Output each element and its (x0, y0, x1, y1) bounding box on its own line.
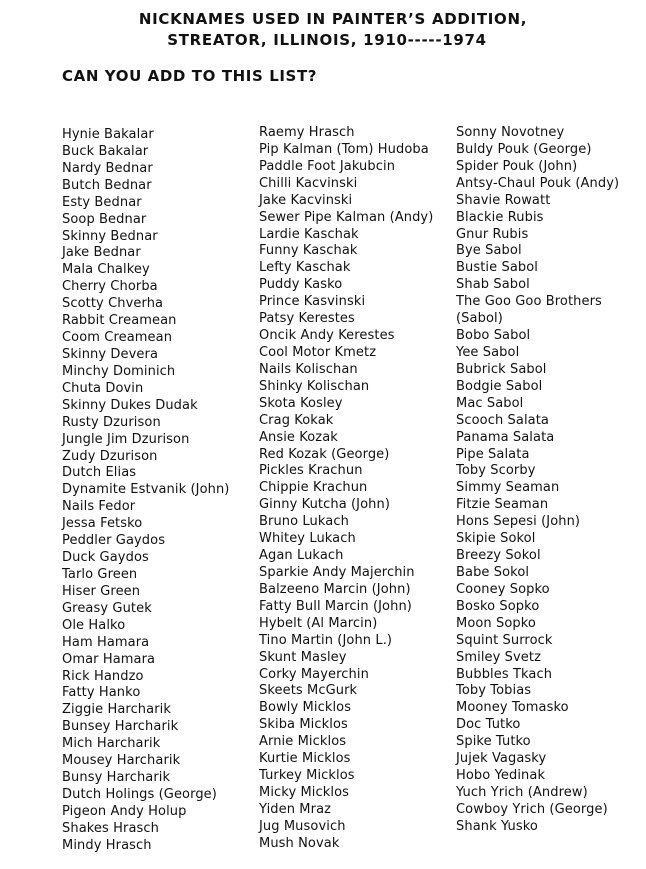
nickname-entry: Tarlo Green (62, 566, 138, 582)
nickname-entry: Hobo Yedinak (456, 768, 546, 784)
nickname-entry: Peddler Gaydos (62, 533, 166, 549)
nickname-entry: Skota Kosley (259, 395, 343, 411)
nickname-entry: Bunsey Harcharik (62, 719, 179, 735)
nickname-entry: Moon Sopko (456, 615, 536, 631)
nickname-entry: Fitzie Seaman (456, 497, 549, 513)
nickname-entry: Chippie Krachun (259, 480, 368, 496)
nickname-entry: Dynamite Estvanik (John) (62, 482, 230, 498)
page-subtitle: CAN YOU ADD TO THIS LIST? (62, 67, 318, 85)
nickname-entry: Skeets McGurk (259, 683, 358, 699)
nickname-entry: Patsy Kerestes (259, 311, 355, 327)
nickname-column-1 (62, 127, 229, 855)
nickname-entry: Nails Kolischan (259, 361, 358, 377)
nickname-entry: Coom Creamean (62, 330, 173, 346)
nickname-entry: Mac Sabol (456, 395, 524, 411)
nickname-entry: Bowly Micklos (259, 700, 352, 716)
nickname-entry: Minchy Dominich (62, 363, 176, 379)
nickname-entry: Scooch Salata (456, 412, 549, 428)
nickname-entry: Shakes Hrasch (62, 820, 159, 836)
nickname-entry: Ansie Kozak (259, 429, 338, 445)
nickname-entry: Skiba Micklos (259, 717, 348, 733)
nickname-entry: Butch Bednar (62, 177, 152, 193)
nickname-entry: Skunt Masley (259, 649, 347, 665)
nickname-entry: Spider Pouk (John) (456, 158, 578, 174)
nickname-entry: Yiden Mraz (259, 801, 332, 817)
nickname-entry: Bobo Sabol (456, 328, 531, 344)
nickname-entry: Bubbles Tkach (456, 666, 553, 682)
nickname-entry: Dutch Holings (George) (62, 786, 217, 802)
nickname-entry: Oncik Andy Kerestes (259, 328, 395, 344)
nickname-entry: Scotty Chverha (62, 296, 164, 312)
nickname-entry: Yuch Yrich (Andrew) (456, 784, 588, 800)
nickname-entry: Mousey Harcharik (62, 753, 181, 769)
nickname-entry: Mindy Hrasch (62, 837, 152, 853)
nickname-entry: Chilli Kacvinski (259, 175, 358, 191)
nickname-entry: Jug Musovich (259, 818, 346, 834)
nickname-entry: Skinny Bednar (62, 228, 158, 244)
nickname-entry: Simmy Seaman (456, 480, 560, 496)
nickname-entry: Cowboy Yrich (George) (456, 801, 608, 817)
nickname-entry: Breezy Sokol (456, 548, 541, 564)
nickname-entry: Ziggie Harcharik (62, 702, 172, 718)
nickname-entry: Bodgie Sabol (456, 378, 543, 394)
nickname-entry: Sewer Pipe Kalman (Andy) (259, 209, 434, 225)
nickname-entry: Cool Motor Kmetz (259, 344, 377, 360)
nickname-entry: Paddle Foot Jakubcin (259, 158, 396, 174)
nickname-entry: Ginny Kutcha (John) (259, 497, 390, 513)
nickname-entry: Fatty Hanko (62, 685, 141, 701)
nickname-entry: Jake Bednar (62, 245, 141, 261)
nickname-entry: Omar Hamara (62, 651, 156, 667)
nickname-entry: Toby Scorby (456, 463, 536, 479)
nickname-entry: Jujek Vagasky (456, 751, 547, 767)
nickname-entry: Spike Tutko (456, 734, 531, 750)
nickname-entry: Toby Tobias (456, 683, 532, 699)
nickname-entry: The Goo Goo Brothers (456, 294, 602, 310)
nickname-entry: Buck Bakalar (62, 143, 149, 159)
nickname-entry: Crag Kokak (259, 412, 334, 428)
nickname-entry: Turkey Micklos (259, 768, 355, 784)
nickname-entry: Funny Kaschak (259, 243, 358, 259)
nickname-entry: Lardie Kaschak (259, 226, 359, 242)
nickname-entry: Greasy Gutek (62, 600, 152, 616)
nickname-entry: Shavie Rowatt (456, 192, 551, 208)
nickname-entry: Yee Sabol (456, 344, 520, 360)
nickname-entry: Hiser Green (62, 583, 141, 599)
nickname-entry: Buldy Pouk (George) (456, 141, 592, 157)
nickname-entry: Ham Hamara (62, 634, 150, 650)
nickname-entry: Cherry Chorba (62, 279, 158, 295)
nickname-entry: Lefty Kaschak (259, 260, 351, 276)
nickname-entry: Mush Novak (259, 835, 340, 851)
nickname-entry: Babe Sokol (456, 564, 530, 580)
nickname-entry: Shab Sabol (456, 277, 530, 293)
nickname-entry: Arnie Micklos (259, 734, 347, 750)
nickname-entry: Nails Fedor (62, 499, 136, 515)
nickname-entry: Sparkie Andy Majerchin (259, 564, 415, 580)
nickname-entry: Doc Tutko (456, 717, 521, 733)
nickname-entry: Corky Mayerchin (259, 666, 369, 682)
nickname-entry: Esty Bednar (62, 194, 142, 210)
nickname-entry: Skinny Devera (62, 346, 159, 362)
nickname-entry: Jungle Jim Dzurison (62, 431, 190, 447)
nickname-entry: Fatty Bull Marcin (John) (259, 598, 412, 614)
nickname-entry: Squint Surrock (456, 632, 553, 648)
nickname-entry: Cooney Sopko (456, 581, 550, 597)
nickname-entry: Antsy-Chaul Pouk (Andy) (456, 175, 620, 191)
nickname-entry: Bruno Lukach (259, 514, 349, 530)
nickname-entry: Bye Sabol (456, 243, 522, 259)
nickname-entry: Gnur Rubis (456, 226, 529, 242)
nickname-entry: Prince Kasvinski (259, 294, 366, 310)
nickname-entry: Pigeon Andy Holup (62, 803, 187, 819)
nickname-entry: Rusty Dzurison (62, 414, 161, 430)
nickname-entry: Shinky Kolischan (259, 378, 370, 394)
nickname-entry: (Sabol) (456, 311, 503, 327)
nickname-column-2 (259, 125, 433, 853)
nickname-entry: Hynie Bakalar (62, 127, 154, 142)
nickname-entry: Tino Martin (John L.) (259, 632, 393, 648)
nickname-entry: Shank Yusko (456, 818, 538, 834)
nickname-entry: Balzeeno Marcin (John) (259, 581, 411, 597)
nickname-entry: Sonny Novotney (456, 125, 565, 140)
nickname-entry: Mooney Tomasko (456, 700, 569, 716)
nickname-entry: Skipie Sokol (456, 531, 536, 547)
nickname-entry: Ole Halko (62, 617, 126, 633)
page-title-line-2: STREATOR, ILLINOIS, 1910-----1974 (167, 31, 487, 49)
nickname-entry: Micky Micklos (259, 784, 350, 800)
nickname-entry: Puddy Kasko (259, 277, 343, 293)
nickname-entry: Zudy Dzurison (62, 448, 158, 464)
nickname-entry: Bunsy Harcharik (62, 770, 171, 786)
nickname-entry: Chuta Dovin (62, 380, 144, 396)
nickname-entry: Soop Bednar (62, 211, 147, 227)
nickname-entry: Bosko Sopko (456, 598, 540, 614)
nickname-entry: Smiley Svetz (456, 649, 542, 665)
nickname-entry: Panama Salata (456, 429, 555, 445)
nickname-entry: Red Kozak (George) (259, 446, 390, 462)
nickname-entry: Mala Chalkey (62, 262, 150, 278)
nickname-entry: Duck Gaydos (62, 550, 149, 566)
nickname-entry: Whitey Lukach (259, 531, 356, 547)
nickname-column-3 (456, 125, 619, 836)
page-title: NICKNAMES USED IN PAINTER’S ADDITION, (138, 10, 528, 28)
nickname-entry: Skinny Dukes Dudak (62, 397, 198, 413)
nickname-entry: Pickles Krachun (259, 463, 363, 479)
nickname-entry: Agan Lukach (259, 548, 344, 564)
nickname-entry: Hybelt (Al Marcin) (259, 615, 378, 631)
nickname-entry: Mich Harcharik (62, 736, 161, 752)
nickname-entry: Pipe Salata (456, 446, 530, 462)
nickname-entry: Nardy Bednar (62, 160, 153, 176)
nickname-entry: Pip Kalman (Tom) Hudoba (259, 141, 429, 157)
nickname-entry: Blackie Rubis (456, 209, 544, 225)
nickname-entry: Rabbit Creamean (62, 313, 177, 329)
nickname-entry: Bustie Sabol (456, 260, 539, 276)
nickname-entry: Hons Sepesi (John) (456, 514, 581, 530)
nickname-entry: Dutch Elias (62, 465, 137, 481)
nickname-entry: Kurtie Micklos (259, 751, 351, 767)
nickname-entry: Jake Kacvinski (259, 192, 353, 208)
nickname-entry: Jessa Fetsko (62, 516, 143, 532)
nickname-entry: Rick Handzo (62, 668, 144, 684)
nickname-entry: Raemy Hrasch (259, 125, 355, 140)
nickname-entry: Bubrick Sabol (456, 361, 547, 377)
